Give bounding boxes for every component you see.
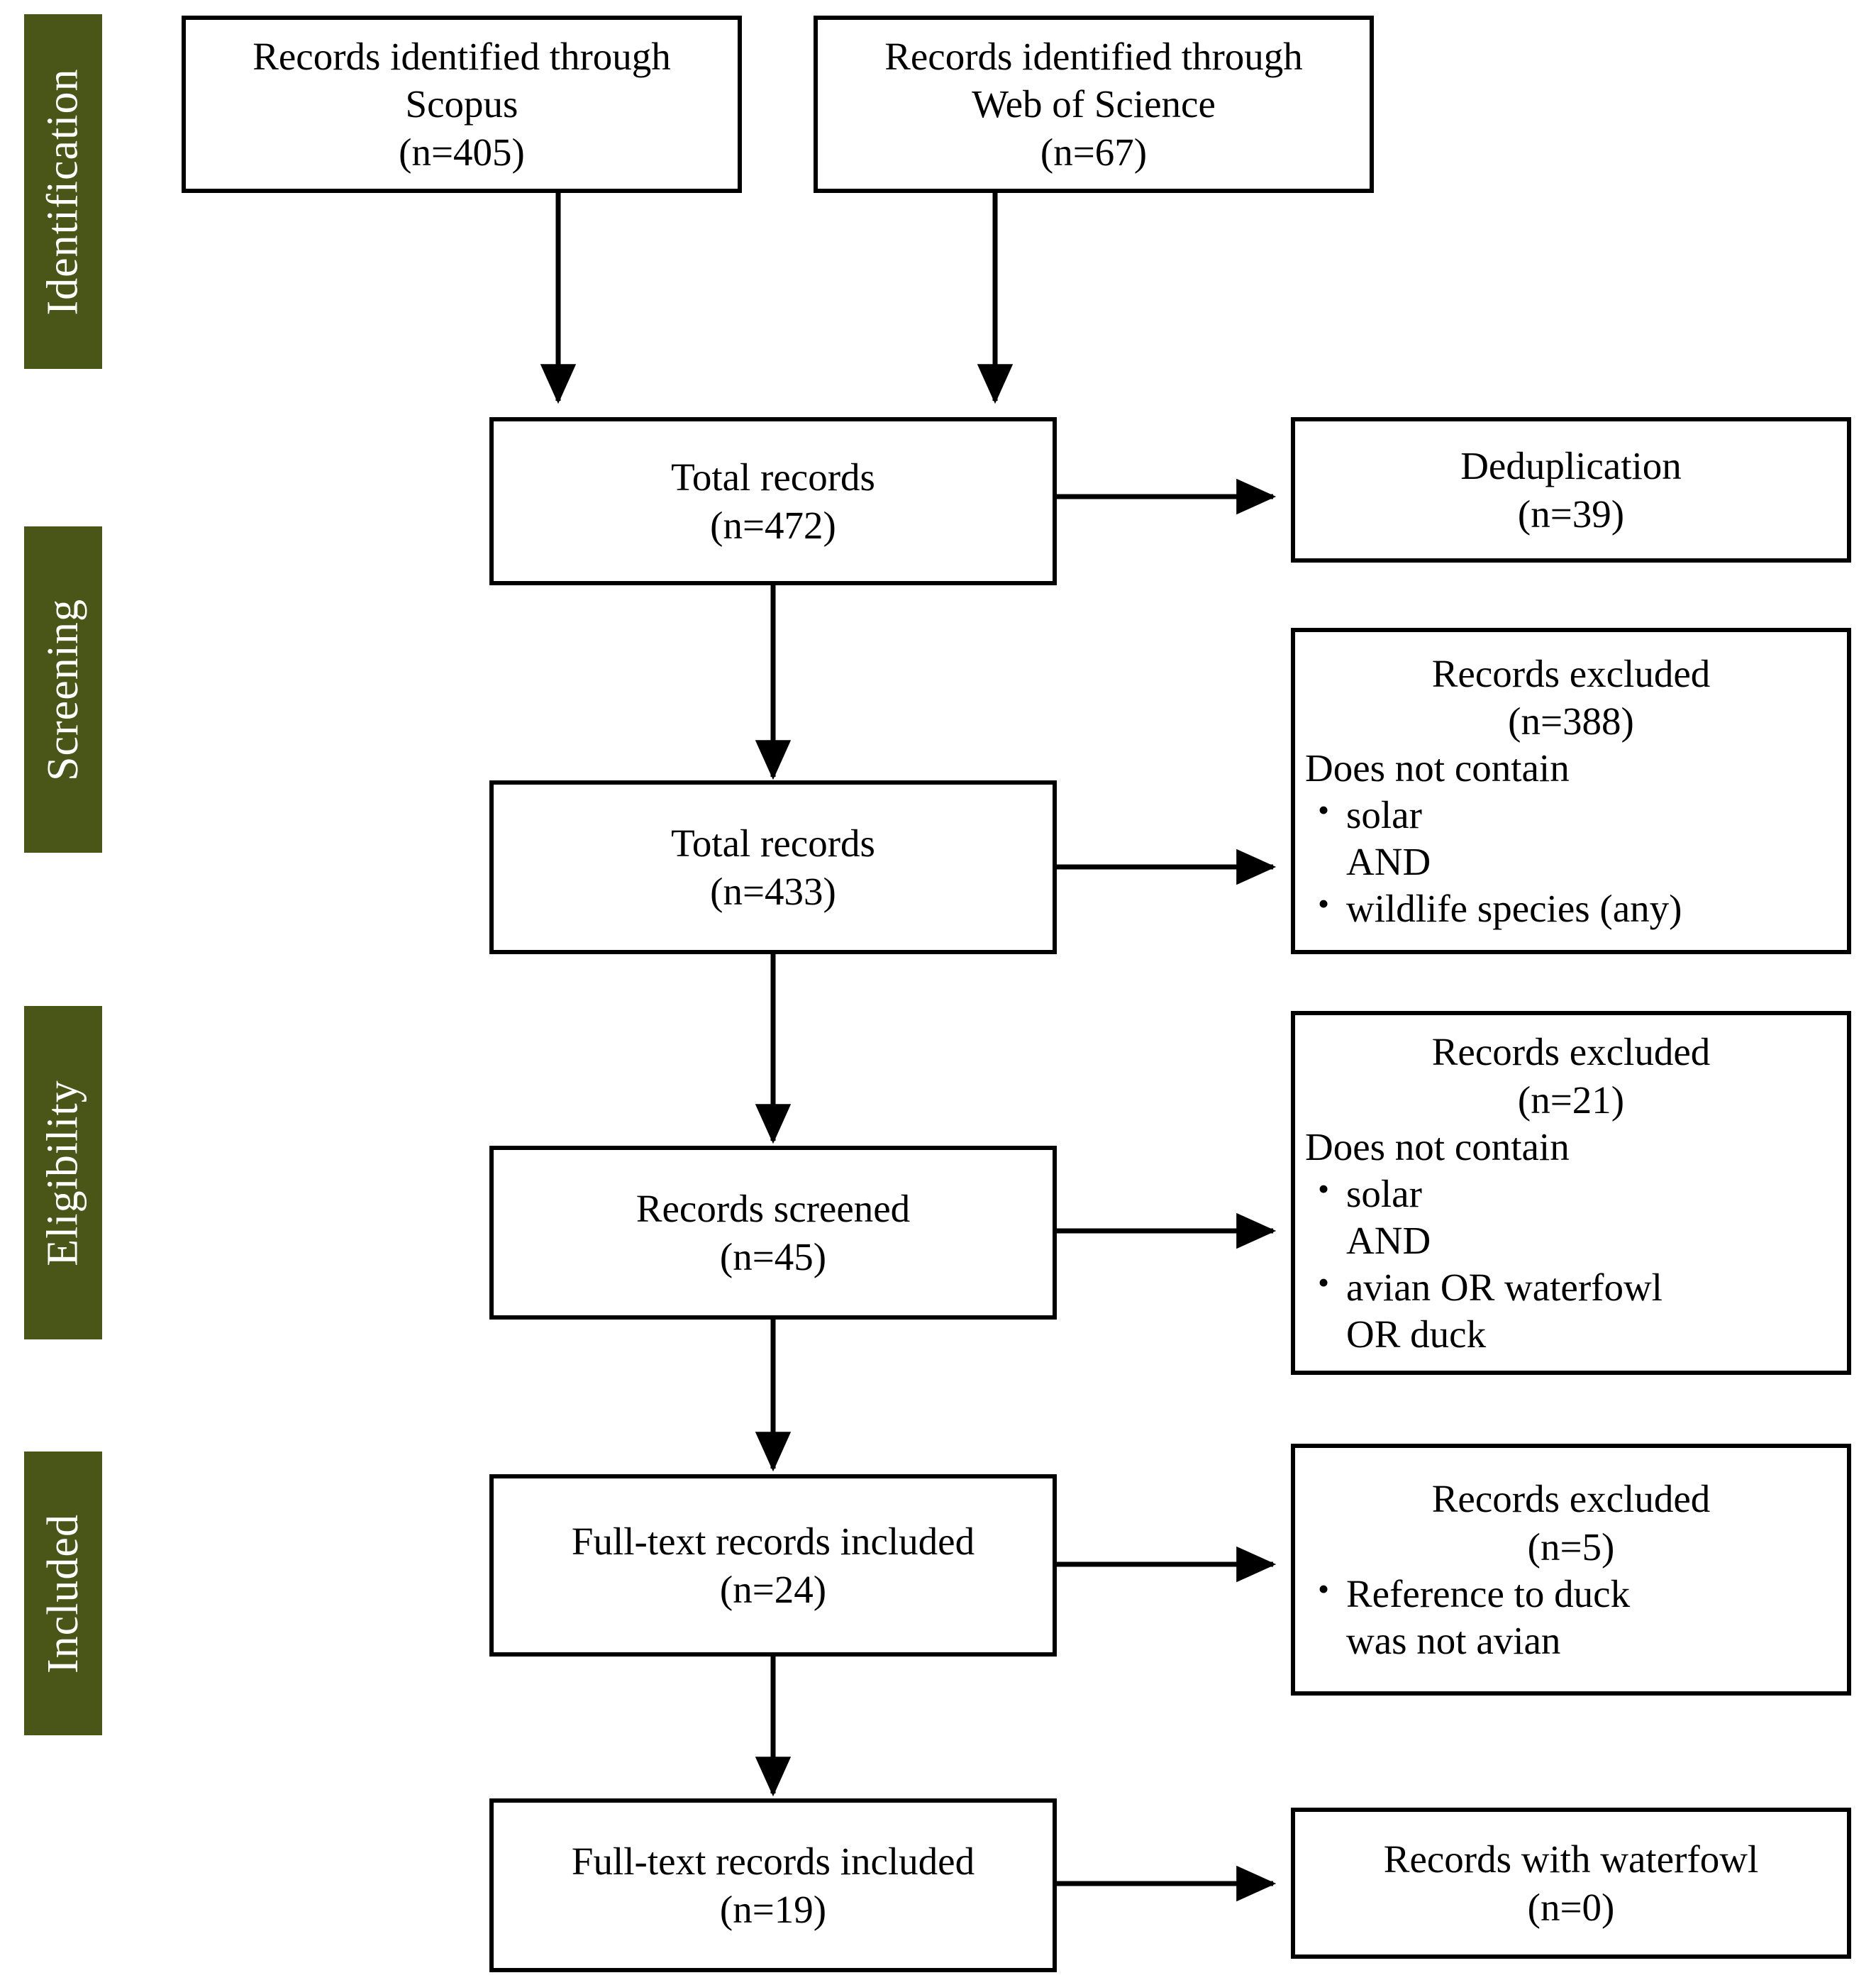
box-waterfowl-count: (n=0)	[1527, 1885, 1615, 1929]
box-excluded-388-count: (n=388)	[1508, 700, 1634, 743]
box-excluded-21-criteria-heading: Does not contain	[1305, 1124, 1570, 1168]
box-excluded-388-label: Records excluded	[1431, 651, 1711, 695]
stage-label-included-text: Included	[38, 1513, 87, 1674]
stage-label-screening-text: Screening	[38, 598, 87, 781]
box-deduplication-count: (n=39)	[1517, 492, 1625, 536]
box-total-472-count: (n=472)	[710, 503, 836, 547]
box-excluded-21-label: Records excluded	[1431, 1030, 1711, 1074]
stage-label-included	[24, 1452, 102, 1735]
box-records-excluded-388	[1291, 628, 1851, 954]
box-excluded-388-criteria-heading: Does not contain	[1305, 746, 1570, 790]
box-excluded-5-criteria-item-1-cont: was not avian	[1346, 1618, 1561, 1662]
box-excluded-388-criteria-item-1: • solar	[1305, 792, 1837, 839]
box-deduplication	[1291, 417, 1851, 563]
box-records-with-waterfowl	[1291, 1808, 1851, 1959]
box-excluded-21-criteria-list	[1305, 1171, 1837, 1217]
box-excluded-21-criteria-list-2	[1305, 1264, 1837, 1311]
box-records-wos-count: (n=67)	[1040, 130, 1148, 174]
box-excluded-21-criteria-conjunction: AND	[1346, 1218, 1431, 1262]
box-excluded-21-count: (n=21)	[1517, 1078, 1625, 1122]
box-excluded-388-criteria-list-2	[1305, 885, 1837, 932]
box-records-wos-line1: Records identified through	[884, 35, 1303, 79]
box-waterfowl-label: Records with waterfowl	[1383, 1837, 1759, 1881]
box-excluded-21-criteria-item-1: • solar	[1305, 1171, 1837, 1217]
box-fulltext-19-label: Full-text records included	[571, 1840, 975, 1884]
box-deduplication-label: Deduplication	[1460, 444, 1682, 488]
stage-label-eligibility-text: Eligibility	[38, 1079, 87, 1266]
box-total-records-433	[489, 780, 1057, 954]
stage-label-screening	[24, 526, 102, 853]
box-fulltext-24-count: (n=24)	[719, 1567, 827, 1611]
box-excluded-21-criteria-item-2-cont: OR duck	[1346, 1312, 1487, 1356]
box-records-scopus-count: (n=405)	[399, 130, 525, 174]
box-excluded-5-criteria-item-1: • Reference to duck	[1305, 1571, 1837, 1618]
box-records-excluded-5	[1291, 1444, 1851, 1696]
box-records-scopus-line1: Records identified through	[252, 35, 671, 79]
box-records-screened-45	[489, 1146, 1057, 1320]
box-total-433-count: (n=433)	[710, 869, 836, 913]
box-fulltext-24-label: Full-text records included	[571, 1520, 975, 1564]
box-excluded-388-criteria-conjunction: AND	[1346, 840, 1431, 884]
box-excluded-5-label: Records excluded	[1431, 1477, 1711, 1521]
box-records-scopus	[182, 16, 742, 193]
box-fulltext-19-count: (n=19)	[719, 1887, 827, 1931]
box-excluded-388-criteria-item-2: • wildlife species (any)	[1305, 885, 1837, 932]
box-fulltext-records-19	[489, 1798, 1057, 1972]
box-excluded-5-count: (n=5)	[1527, 1525, 1615, 1569]
stage-label-eligibility	[24, 1006, 102, 1339]
box-excluded-5-criteria-list	[1305, 1571, 1837, 1618]
box-records-wos-line2: Web of Science	[972, 82, 1216, 126]
box-fulltext-records-24	[489, 1474, 1057, 1657]
box-excluded-388-criteria-list	[1305, 792, 1837, 839]
box-records-web-of-science	[814, 16, 1374, 193]
box-screened-45-count: (n=45)	[719, 1234, 827, 1278]
box-total-records-472	[489, 417, 1057, 585]
box-records-scopus-line2: Scopus	[405, 82, 518, 126]
box-records-excluded-21	[1291, 1011, 1851, 1375]
box-total-472-label: Total records	[671, 455, 875, 499]
stage-label-identification	[24, 14, 102, 369]
box-screened-45-label: Records screened	[635, 1187, 911, 1231]
box-excluded-21-criteria-item-2: • avian OR waterfowl	[1305, 1264, 1837, 1311]
box-total-433-label: Total records	[671, 822, 875, 866]
stage-label-identification-text: Identification	[38, 68, 87, 315]
